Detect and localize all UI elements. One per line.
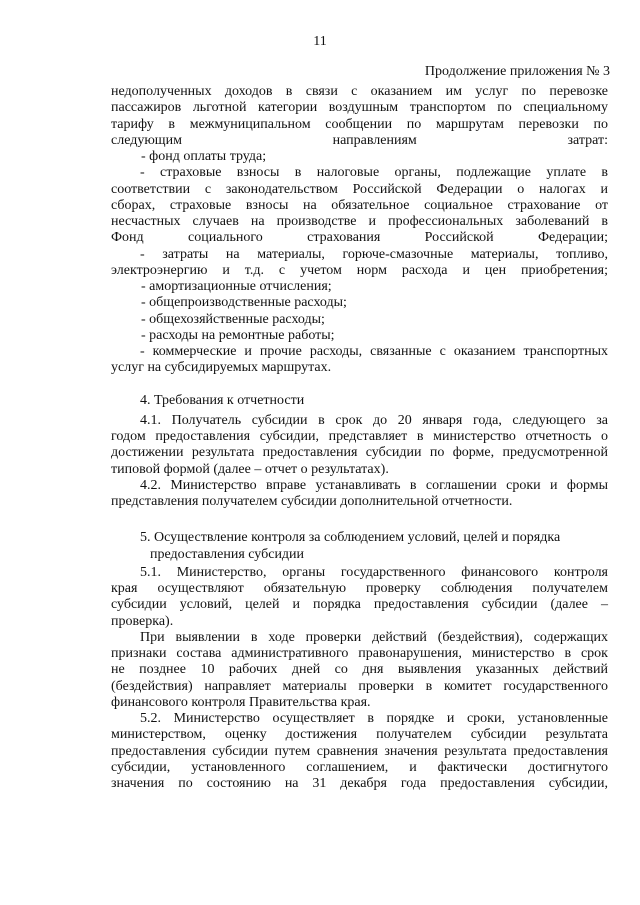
text-line: пассажиров льготной категории воздушным транспортом по специальному	[111, 100, 608, 116]
spacer	[111, 510, 608, 530]
text-line: 5.1. Министерство, органы государственного финансового контроля	[140, 564, 608, 580]
text-line: субсидии условий, целей и порядка предоставления субсидии (далее –	[111, 597, 608, 613]
text-line: 5.2. Министерство осуществляет в порядке и сроки, установленные	[140, 711, 608, 726]
list-item-insurance	[111, 165, 608, 246]
text-line: края осуществляют обязательную проверку соблюдения получателем	[111, 581, 608, 596]
text-line: проверка).	[111, 613, 174, 629]
heading-line: 5. Осуществление контроля за соблюдением условий, целей и порядка	[140, 530, 561, 546]
text-line: следующим направлениям затрат:	[111, 132, 608, 148]
text-line: Фонд социального страхования Российской Федерации;	[111, 230, 608, 246]
list-item-production-costs: - общепроизводственные расходы;	[141, 295, 347, 311]
paragraph-5-1-violations	[111, 630, 608, 711]
spacer	[111, 377, 608, 393]
paragraph-5-2	[111, 711, 608, 792]
text-line: тарифу в межмуниципальном сообщении по маршрутам перевозки по	[111, 116, 608, 132]
text-line: министерством, оценку достижения получателем субсидии результата	[111, 727, 608, 743]
text-line: значения по состоянию на 31 декабря года предоставления субсидии,	[111, 776, 608, 791]
paragraph-5-1	[111, 565, 608, 630]
text-line: достижении результата предоставления субсидии по форме, предусмотренной	[111, 445, 608, 461]
text-line: - затраты на материалы, горюче-смазочные материалы, топливо,	[140, 246, 608, 262]
text-line: электроэнергию и т.д. с учетом норм расхода и цен приобретения;	[111, 262, 608, 278]
document-body	[111, 84, 608, 792]
text-line: признаки состава административного правонарушения, министерство в срок	[111, 646, 608, 661]
text-line: предоставления субсидии путем сравнения значения результата предоставления	[111, 743, 608, 759]
text-line: - коммерческие и прочие расходы, связанные с оказанием транспортных	[140, 344, 608, 359]
text-line: услуг на субсидируемых маршрутах.	[111, 360, 332, 376]
text-line: годом предоставления субсидии, представляет в министерство отчетность о	[111, 429, 608, 444]
text-line: 4.2. Министерство вправе устанавливать в соглашении сроки и формы	[140, 477, 608, 493]
text-line: сборах, страховые взносы на обязательное социальное страхование от	[111, 197, 608, 213]
text-line: соответствии с законодательством Российской Федерации о налогах и	[111, 181, 608, 197]
list-item-repair-costs: - расходы на ремонтные работы;	[141, 327, 335, 343]
heading-line: предоставления субсидии	[150, 546, 305, 562]
text-line: субсидии, установленного соглашением, и фактически достигнутого	[111, 759, 608, 775]
list-item-commercial-costs	[111, 344, 608, 377]
section-heading-5	[111, 530, 608, 563]
text-line: несчастных случаев на производстве и профессиональных заболеваний в	[111, 214, 608, 229]
list-item-general-costs: - общехозяйственные расходы;	[141, 311, 325, 327]
text-line: типовой формой (далее – отчет о результатах).	[111, 461, 389, 477]
page-number: 11	[313, 34, 327, 49]
text-line: (бездействия) направляет материалы проверки в комитет государственного	[111, 678, 608, 694]
text-line: не позднее 10 рабочих дней со дня выявления указанных действий	[111, 662, 608, 678]
text-line: финансового контроля Правительства края.	[111, 694, 371, 710]
list-item-depreciation: - амортизационные отчисления;	[141, 279, 332, 294]
paragraph-lost-income	[111, 84, 608, 149]
paragraph-4-2	[111, 478, 608, 511]
section-heading-4: 4. Требования к отчетности	[140, 392, 305, 408]
text-line: При выявлении в ходе проверки действий (бездействия), содержащих	[140, 629, 608, 645]
appendix-continuation-label: Продолжение приложения № 3	[424, 64, 610, 79]
text-line: - страховые взносы в налоговые органы, подлежащие уплате в	[140, 165, 608, 181]
text-line: представления получателем субсидии дополнительной отчетности.	[111, 494, 513, 509]
list-item-payroll: - фонд оплаты труда;	[141, 149, 267, 164]
list-item-materials	[111, 247, 608, 280]
text-line: 4.1. Получатель субсидии в срок до 20 января года, следующего за	[140, 412, 608, 428]
paragraph-4-1	[111, 413, 608, 478]
text-line: недополученных доходов в связи с оказанием им услуг по перевозке	[111, 84, 608, 99]
